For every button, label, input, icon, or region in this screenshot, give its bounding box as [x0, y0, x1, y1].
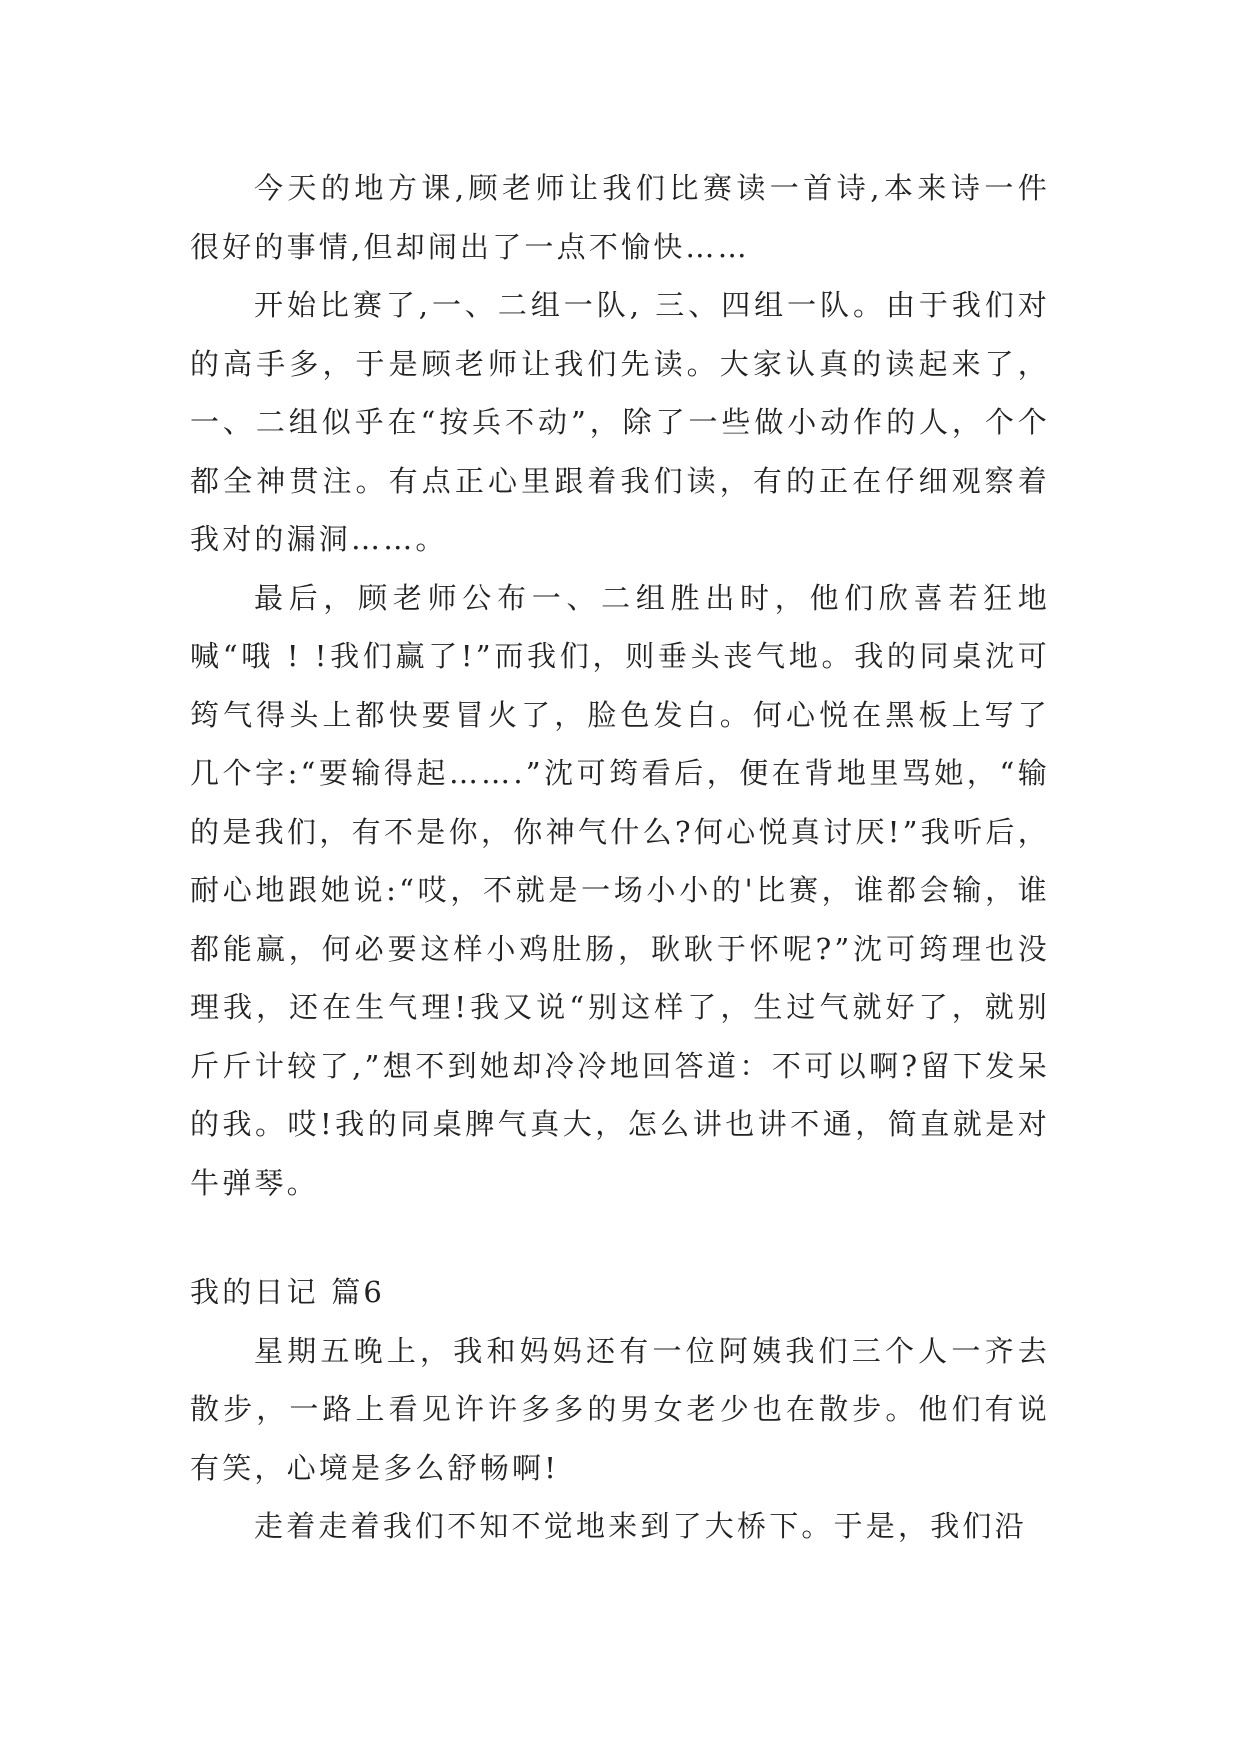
paragraph-poem-contest-intro: 今天的地方课,顾老师让我们比赛读一首诗,本来诗一件很好的事情,但却闹出了一点不愉快…… — [190, 171, 1050, 264]
paragraph-contest-result: 最后，顾老师公布一、二组胜出时，他们欣喜若狂地喊“哦 ! !我们赢了!”而我们，则垂头丧气地。我的同桌沈可筠气得头上都快要冒火了，脸色发白。何心悦在黑板上写了几个字:“要输得起…….”沈可筠看后，便在背地里骂她，“输的是我们，有不是你，你神气什么?何心悦真讨厌!”我听后，耐心地跟她说:“哎，不就是一场小小的'比赛，谁都会输，谁都能赢，何必要这样小鸡肚肠，耿耿于怀呢?”沈可筠理也没理我，还在生气理!我又说“别这样了，生过气就好了，就别斤斤计较了,”想不到她却冷冷地回答道：不可以啊?留下发呆的我。哎!我的同桌脾气真大，怎么讲也讲不通，简直就是对牛弹琴。 — [190, 580, 1050, 1200]
section-title: 我的日记 篇6 — [190, 1275, 386, 1309]
paragraph-bridge: 走着走着我们不知不觉地来到了大桥下。于是，我们沿 — [254, 1509, 1027, 1543]
diary-entry-6 — [190, 1263, 1050, 1556]
paragraph-friday-walk: 星期五晚上，我和妈妈还有一位阿姨我们三个人一齐去散步，一路上看见许许多多的男女老少也在散步。他们有说有笑，心境是多么舒畅啊! — [190, 1333, 1050, 1485]
diary-entry-5-body — [190, 159, 1050, 1212]
paragraph-contest-start: 开始比赛了,一、二组一队, 三、四组一队。由于我们对的高手多，于是顾老师让我们先读。大家认真的读起来了，一、二组似乎在“按兵不动”，除了一些做小动作的人，个个都全神贯注。有点正心里跟着我们读，有的正在仔细观察着我对的漏洞……。 — [190, 288, 1050, 556]
